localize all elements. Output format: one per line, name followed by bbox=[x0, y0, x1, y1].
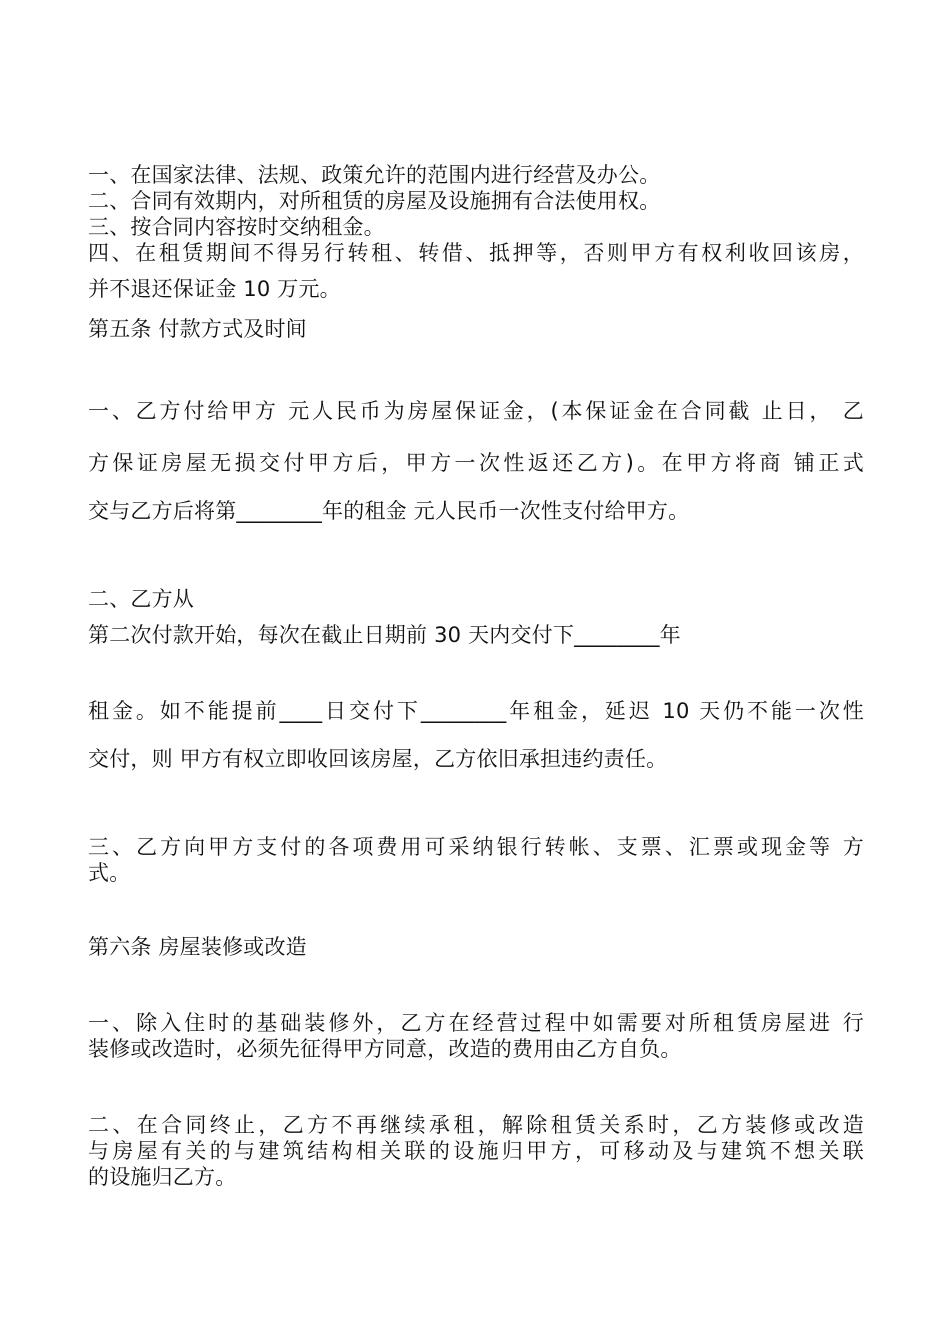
article-5-item-2-line-1: 二、乙方从 bbox=[88, 587, 194, 611]
right-item-2: 二、合同有效期内，对所租赁的房屋及设施拥有合法使用权。 bbox=[88, 189, 661, 213]
right-item-4-line-2: 并不退还保证金 10 万元。 bbox=[88, 277, 341, 301]
article-6-item-2-line-2: 与房屋有关的与建筑结构相关联的设施归甲方，可移动及与建筑不想关联 bbox=[88, 1139, 864, 1163]
article-5-item-2-line-4: 交付，则 甲方有权立即收回该房屋，乙方依旧承担违约责任。 bbox=[88, 747, 668, 771]
article-5-heading: 第五条 付款方式及时间 bbox=[88, 317, 307, 341]
article-5-item-1-line-2: 方保证房屋无损交付甲方后，甲方一次性返还乙方)。在甲方将商 铺正式 bbox=[88, 451, 864, 475]
right-item-3: 三、按合同内容按时交纳租金。 bbox=[88, 215, 385, 239]
article-5-item-2-line-3: 租金。如不能提前____日交付下________年租金，延迟 10 天仍不能一次性 bbox=[88, 699, 864, 723]
article-5-item-3-line-2: 式。 bbox=[88, 861, 131, 885]
article-5-item-1-line-3: 交与乙方后将第________年的租金 元人民币一次性支付给甲方。 bbox=[88, 499, 690, 523]
article-5-item-3-line-1: 三、乙方向甲方支付的各项费用可采纳银行转帐、支票、汇票或现金等 方 bbox=[88, 835, 864, 859]
article-6-item-2-line-1: 二、在合同终止，乙方不再继续承租，解除租赁关系时，乙方装修或改造 bbox=[88, 1113, 864, 1137]
right-item-1: 一、在国家法律、法规、政策允许的范围内进行经营及办公。 bbox=[88, 163, 661, 187]
article-5-item-1-line-1: 一、乙方付给甲方 元人民币为房屋保证金，(本保证金在合同截 止日， 乙 bbox=[88, 399, 864, 423]
article-6-item-1-line-2: 装修或改造时，必须先征得甲方同意，改造的费用由乙方自负。 bbox=[88, 1037, 682, 1061]
article-6-heading: 第六条 房屋装修或改造 bbox=[88, 935, 307, 959]
article-5-item-2-line-2: 第二次付款开始，每次在截止日期前 30 天内交付下________年 bbox=[88, 623, 681, 647]
right-item-4-line-1: 四、在租赁期间不得另行转租、转借、抵押等，否则甲方有权利收回该房， bbox=[88, 241, 864, 265]
article-6-item-2-line-3: 的设施归乙方。 bbox=[88, 1165, 237, 1189]
article-6-item-1-line-1: 一、除入住时的基础装修外，乙方在经营过程中如需要对所租赁房屋进 行 bbox=[88, 1011, 864, 1035]
